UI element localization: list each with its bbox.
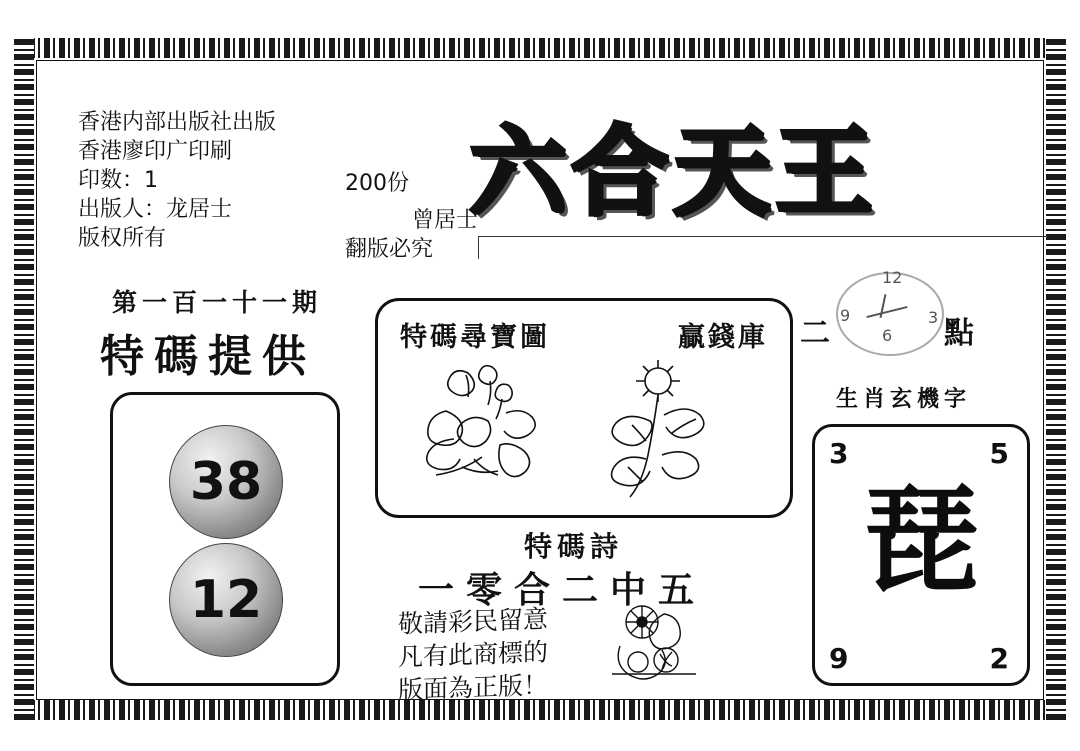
lottery-ball: 38 (169, 425, 283, 539)
publisher-second-name: 曾居士 (412, 208, 479, 233)
publisher-copyright: 版权所有 (78, 226, 167, 251)
lottery-ball: 12 (169, 543, 283, 657)
publisher-line-1: 香港内部出版社出版 (78, 110, 277, 135)
border-left (14, 38, 34, 720)
corner-number-top-left: 3 (829, 437, 849, 470)
issue-number: 第一百一十一期 (112, 288, 323, 317)
trademark-stamp-icon (608, 596, 700, 682)
reprint-notice: 翻版必究 (345, 237, 434, 262)
publisher-print-count: 印数：1 (78, 168, 158, 193)
lottery-ball-box (110, 392, 340, 686)
notice-line-2: 凡有此商標的 (398, 637, 549, 672)
time-unit-label: 點 (944, 316, 974, 351)
publisher-copies: 200份 (345, 171, 409, 196)
time-hour-label: 二 (800, 316, 844, 351)
publisher-line-2: 香港廖印广印刷 (78, 139, 233, 164)
publisher-person: 出版人：龙居士 (78, 197, 233, 222)
clock-icon (836, 268, 946, 358)
border-top (14, 38, 1066, 58)
publisher-info (78, 108, 276, 253)
corner-number-top-right: 5 (989, 437, 1009, 470)
picture-label-left: 特碼尋寶圖 (400, 322, 550, 353)
picture-label-right: 贏錢庫 (678, 322, 768, 353)
zodiac-character-box (812, 424, 1030, 686)
corner-number-bottom-left: 9 (829, 642, 849, 675)
authenticity-notice (398, 605, 548, 704)
poem-line: 一零合二中五 (418, 570, 707, 611)
poem-title: 特碼詩 (524, 530, 624, 563)
zodiac-glyph: 琵 (863, 473, 979, 609)
treasure-picture-box (375, 298, 793, 518)
clock-number-12: 12 (882, 268, 903, 287)
corner-number-bottom-right: 2 (989, 642, 1009, 675)
notice-line-3: 版面為正版！ (398, 670, 549, 705)
flower-illustration (396, 355, 772, 503)
clock-number-6: 6 (882, 326, 893, 345)
zodiac-section-title: 生肖玄機字 (836, 387, 972, 412)
clock-number-9: 9 (840, 306, 851, 325)
section-title: 特碼提供 (100, 331, 316, 382)
notice-line-1: 敬請彩民留意 (398, 604, 549, 639)
clock-number-3: 3 (928, 308, 939, 327)
reprint-underline (478, 236, 1049, 259)
border-right (1046, 38, 1066, 720)
masthead-title: 六合天王 (470, 116, 878, 228)
